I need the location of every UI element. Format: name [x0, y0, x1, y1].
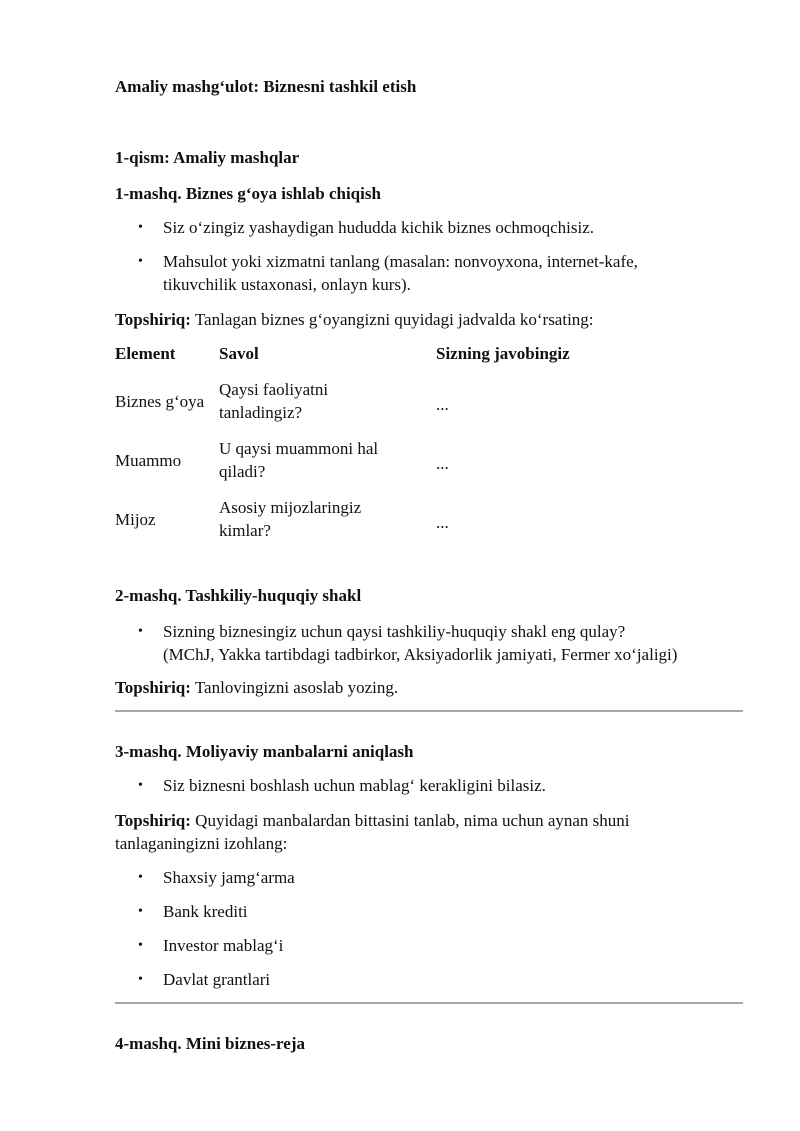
ex1-task: [115, 308, 594, 332]
task-text: Quyidagi manbalardan bittasini tanlab, nima uchun aynan shuni: [190, 811, 630, 830]
section-divider: [115, 1002, 743, 1004]
ex3-source-1: Shaxsiy jamg‘arma: [163, 868, 295, 887]
ex3-title: 3-mashq. Moliyaviy manbalarni aniqlash: [115, 742, 414, 761]
table-row-1-element: Biznes g‘oya: [115, 392, 205, 411]
table-row-2-element: Muammo: [115, 451, 182, 470]
bullet-icon: •: [138, 904, 143, 919]
ex2-task: [115, 676, 398, 700]
ex3-task-line2: tanlaganingizni izohlang:: [115, 834, 288, 853]
ex2-bullet-line1: Sizning biznesingiz uchun qaysi tashkiliy-huquqiy shakl eng qulay?: [163, 622, 626, 641]
ex2-bullet-line2: (MChJ, Yakka tartibdagi tadbirkor, Aksiyadorlik jamiyati, Fermer xo‘jaligi): [163, 645, 678, 664]
bullet-icon: •: [138, 938, 143, 953]
table-row-1-question-line1: Qaysi faoliyatni: [219, 380, 329, 399]
ex3-source-2: Bank krediti: [163, 902, 248, 921]
task-label: Topshiriq:: [115, 811, 191, 830]
document-title: Amaliy mashg‘ulot: Biznesni tashkil etish: [115, 77, 417, 96]
table-row-3-question-line1: Asosiy mijozlaringiz: [219, 498, 362, 517]
part1-title: 1-qism: Amaliy mashqlar: [115, 148, 300, 167]
table-header-element: Element: [115, 344, 176, 363]
ex1-bullet-1: Siz o‘zingiz yashaydigan hududda kichik biznes ochmoqchisiz.: [163, 218, 595, 237]
ex3-bullet: Siz biznesni boshlash uchun mablag‘ kerakligini bilasiz.: [163, 776, 546, 795]
task-text: Tanlovingizni asoslab yozing.: [190, 678, 399, 697]
ex3-source-3: Investor mablag‘i: [163, 936, 284, 955]
table-header-javob: Sizning javobingiz: [436, 344, 570, 363]
table-header-savol: Savol: [219, 344, 259, 363]
table-row-3-answer: ...: [436, 513, 449, 532]
table-row-2-question-line2: qiladi?: [219, 462, 266, 481]
ex3-source-4: Davlat grantlari: [163, 970, 271, 989]
bullet-icon: •: [138, 870, 143, 885]
table-row-1-answer: ...: [436, 395, 449, 414]
bullet-icon: •: [138, 972, 143, 987]
bullet-icon: •: [138, 624, 143, 639]
table-row-3-question-line2: kimlar?: [219, 521, 271, 540]
ex4-title: 4-mashq. Mini biznes-reja: [115, 1034, 305, 1053]
ex2-title: 2-mashq. Tashkiliy-huquqiy shakl: [115, 586, 362, 605]
section-divider: [115, 710, 743, 712]
ex1-bullet-2-line2: tikuvchilik ustaxonasi, onlayn kurs).: [163, 275, 411, 294]
table-row-3-element: Mijoz: [115, 510, 156, 529]
ex1-title: 1-mashq. Biznes g‘oya ishlab chiqish: [115, 184, 381, 203]
task-text: Tanlagan biznes g‘oyangizni quyidagi jadvalda ko‘rsating:: [190, 310, 594, 329]
ex1-bullet-2-line1: Mahsulot yoki xizmatni tanlang (masalan: nonvoyxona, internet-kafe,: [163, 252, 638, 271]
task-label: Topshiriq:: [115, 310, 191, 329]
ex3-task-line1: [115, 809, 630, 833]
bullet-icon: •: [138, 254, 143, 269]
task-label: Topshiriq:: [115, 678, 191, 697]
part1-heading: [115, 146, 299, 170]
table-row-1-question-line2: tanladingiz?: [219, 403, 303, 422]
bullet-icon: •: [138, 220, 143, 235]
bullet-icon: •: [138, 778, 143, 793]
table-row-2-answer: ...: [436, 454, 449, 473]
table-row-2-question-line1: U qaysi muammoni hal: [219, 439, 379, 458]
